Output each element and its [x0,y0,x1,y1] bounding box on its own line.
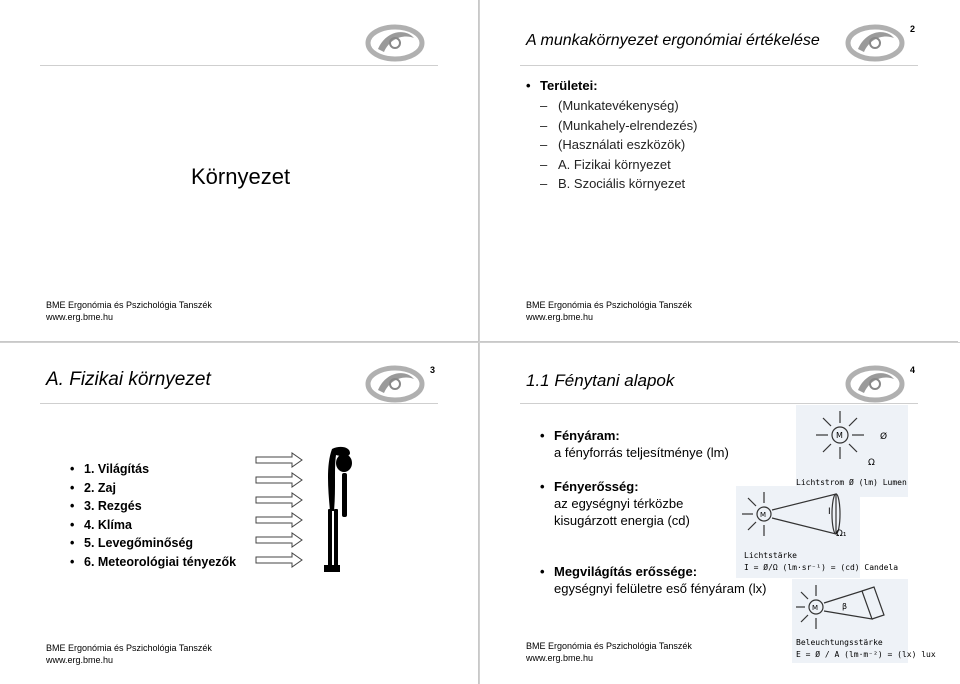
footer-department: BME Ergonómia és Pszichológia Tanszék [526,300,692,310]
slide-title: 1.1 Fénytani alapok [526,371,675,390]
footer [526,640,692,664]
list-item: • Fényerősség: az egységnyi térközbe kisugárzott energia (cd) [540,479,690,528]
list-item: • 6. Meteorológiai tényezők [70,554,237,569]
list-item: • Megvilágítás erőssége: egységnyi felületre eső fényáram (lx) [540,564,767,596]
footer-url: www.erg.bme.hu [46,312,114,322]
title-rule [520,65,918,66]
bme-logo-icon [844,22,906,64]
footer [46,642,212,666]
list-item: • 2. Zaj [70,480,116,495]
omega-symbol: Ω [868,458,875,468]
slide-3 [0,343,479,684]
slide-4 [480,343,958,684]
slide-title: A. Fizikai környezet [46,369,211,390]
beta-symbol: β [842,602,848,611]
caption-luminous-intensity-title: Lichtstärke [744,551,797,560]
factor-list [70,460,237,572]
caption-luminous-intensity-formula: I = Ø/Ω (lm·sr⁻¹) = (cd) Candela [744,563,899,572]
caption-illuminance-title: Beleuchtungsstärke [796,638,883,647]
title-rule [40,65,438,66]
list-item: • Területei: [526,78,598,93]
phi-symbol: Ø [880,432,888,442]
footer-department: BME Ergonómia és Pszichológia Tanszék [526,641,692,651]
svg-text:M: M [760,511,767,519]
slide-1 [0,0,479,342]
footer-url: www.erg.bme.hu [46,655,114,665]
caption-illuminance-formula: E = Ø / A (lm·m⁻²) = (lx) lux [796,650,936,659]
bme-logo-icon [844,363,906,405]
list-item: – B. Szociális környezet [540,176,686,191]
omega1-symbol: Ω₁ [836,529,847,539]
page-number: 2 [910,24,916,34]
list-item: • 5. Levegőminőség [70,536,194,551]
i-symbol: I [828,507,831,517]
page-number: 3 [430,365,436,375]
arrows-icon [254,451,304,571]
svg-text:M: M [836,431,843,440]
territory-list [526,76,698,194]
footer-department: BME Ergonómia és Pszichológia Tanszék [46,643,212,653]
slide-2 [480,0,958,342]
bme-logo-icon [364,363,426,405]
list-item: – (Munkatevékenység) [540,98,679,113]
footer-url: www.erg.bme.hu [526,312,594,322]
illuminance-illustration [792,579,936,663]
list-item: • 1. Világítás [70,462,150,476]
luminous-flux-illustration [796,405,908,497]
list-item: • 4. Klíma [70,517,132,532]
list-item: – (Munkahely-elrendezés) [540,117,698,133]
footer-url: www.erg.bme.hu [526,653,594,663]
caption-luminous-flux: Lichtstrom Ø (lm) Lumen [796,478,907,487]
list-item: – A. Fizikai környezet [540,156,671,172]
footer [526,299,692,323]
list-item: • Fényáram: a fényforrás teljesítménye (lm) [540,428,729,460]
title-rule [40,403,438,404]
stooped-person-icon [312,445,358,577]
slide-title: A munkakörnyezet ergonómiai értékelése [526,32,820,49]
slide-title: Környezet [191,164,291,189]
list-item: – (Használati eszközök) [540,137,686,152]
svg-text:M: M [812,604,819,612]
bme-logo-icon [364,22,426,64]
footer-department: BME Ergonómia és Pszichológia Tanszék [46,300,212,310]
page-number: 4 [910,365,916,375]
photometry-list [540,427,767,597]
footer [46,299,212,323]
list-item: • 3. Rezgés [70,499,142,514]
title-rule [520,403,918,404]
luminous-intensity-illustration [736,486,899,578]
